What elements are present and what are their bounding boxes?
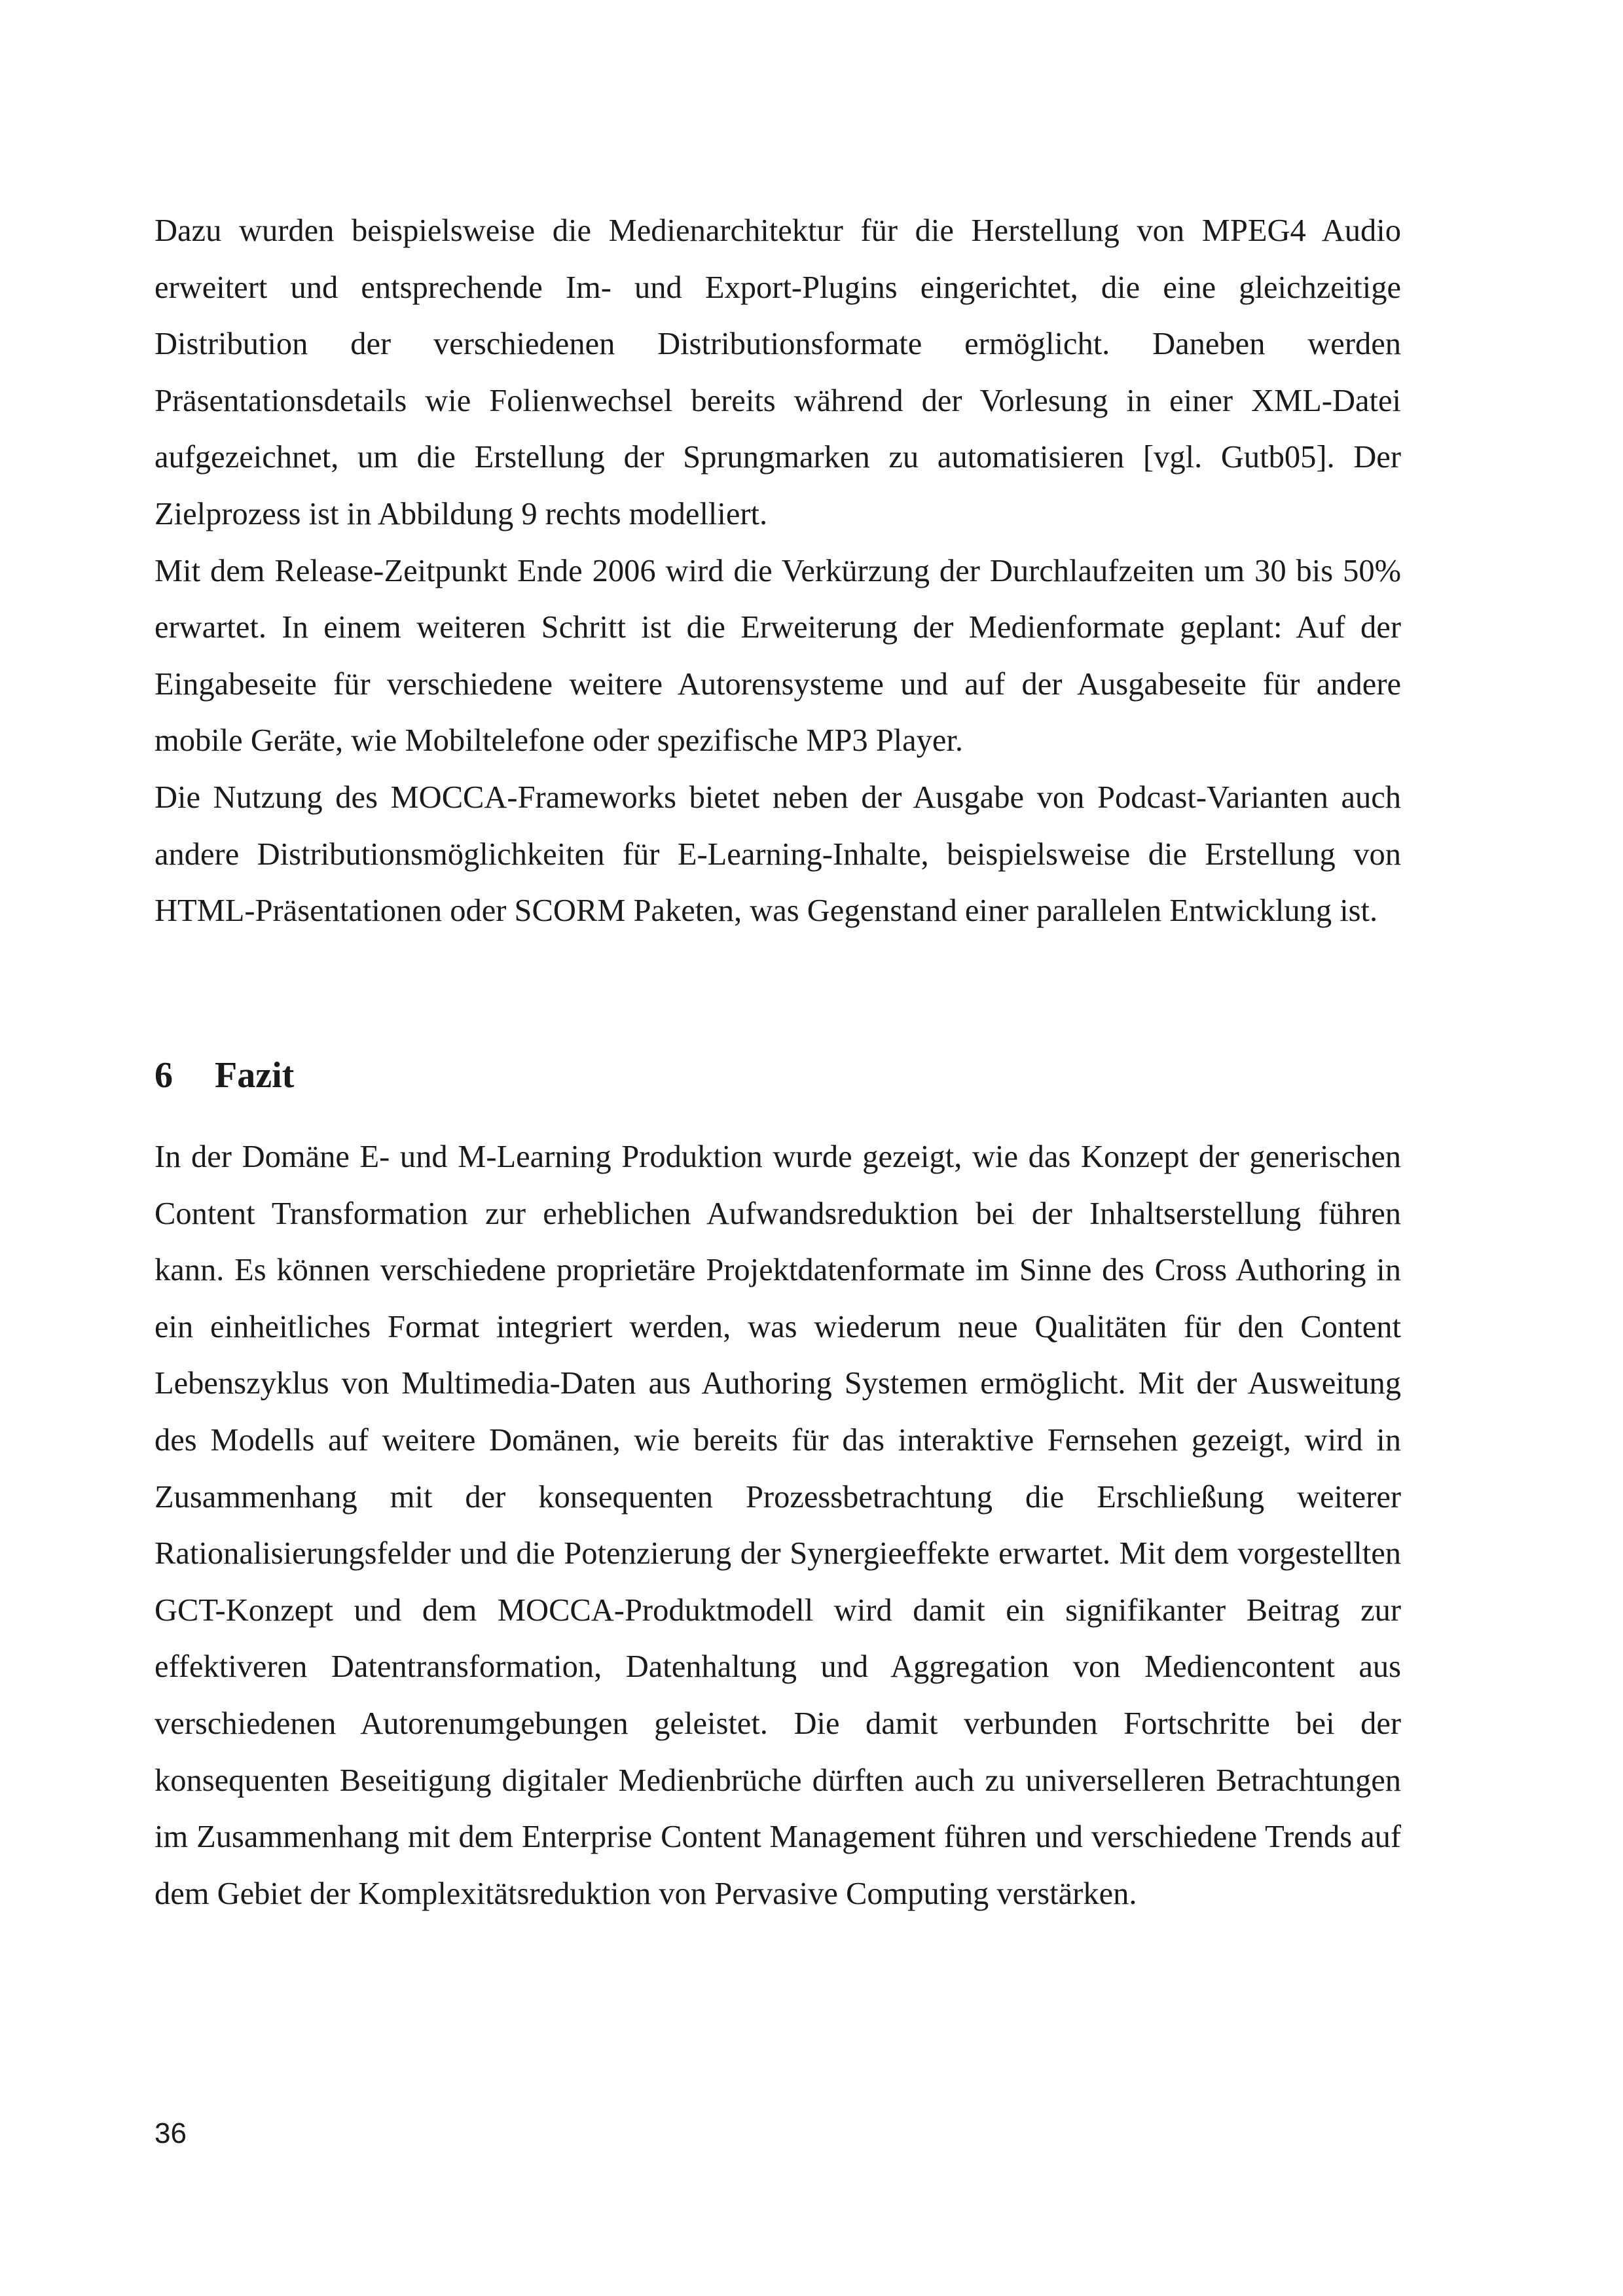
intro-paragraph-1: Dazu wurden beispielsweise die Medienarchitektur für die Herstellung von MPEG4 Audio erweitert und entsprechende Im- und Export-Plugins eingerichtet, die eine gleichzeitige Distribution der verschiedenen Distributionsformate ermöglicht. Daneben werden Präsentationsdetails wie Folienwechsel bereits während der Vorlesung in einer XML-Datei aufgezeichnet, um die Erstellung der Sprungmarken zu automatisieren [vgl. Gutb05]. Der Zielprozess ist in Abbildung 9 rechts modelliert. bbox=[155, 213, 1401, 531]
fazit-text-block bbox=[155, 1129, 1401, 1922]
section-title: Fazit bbox=[215, 1055, 295, 1096]
intro-paragraph-3: Die Nutzung des MOCCA-Frameworks bietet neben der Ausgabe von Podcast-Varianten auch andere Distributionsmöglichkeiten für E-Learning-Inhalte, beispielsweise die Erstellung von HTML-Präsentationen oder SCORM Paketen, was Gegenstand einer parallelen Entwicklung ist. bbox=[155, 780, 1401, 929]
fazit-paragraph-1: In der Domäne E- und M-Learning Produktion wurde gezeigt, wie das Konzept der generischen Content Transformation zur erheblichen Aufwandsreduktion bei der Inhaltserstellung führen kann. Es können verschiedene proprietäre Projektdatenformate im Sinne des Cross Authoring in ein einheitliches Format integriert werden, was wiederum neue Qualitäten für den Content Lebenszyklus von Multimedia-Daten aus Authoring Systemen ermöglicht. Mit der Ausweitung des Modells auf weitere Domänen, wie bereits für das interaktive Fernsehen gezeigt, wird in Zusammenhang mit der konsequenten Prozessbetrachtung die Erschließung weiterer Rationalisierungsfelder und die Potenzierung der Synergieeffekte erwartet. Mit dem vorgestellten GCT-Konzept und dem MOCCA-Produktmodell wird damit ein signifikanter Beitrag zur effektiveren Datentransformation, Datenhaltung und Aggregation von Mediencontent aus verschiedenen Autorenumgebungen geleistet. Die damit verbunden Fortschritte bei der konsequenten Beseitigung digitaler Medienbrüche dürften auch zu universelleren Betrachtungen im Zusammenhang mit dem Enterprise Content Management führen und verschiedene Trends auf dem Gebiet der Komplexitätsreduktion von Pervasive Computing verstärken. bbox=[155, 1139, 1401, 1911]
page-number: 36 bbox=[155, 2117, 187, 2149]
intro-text-block bbox=[155, 203, 1401, 940]
section-number: 6 bbox=[155, 1055, 173, 1096]
section-heading-fazit bbox=[155, 1052, 294, 1098]
intro-paragraph-2: Mit dem Release-Zeitpunkt Ende 2006 wird die Verkürzung der Durchlaufzeiten um 30 bis 50% erwartet. In einem weiteren Schritt ist die Erweiterung der Medienformate geplant: Auf der Eingabeseite für verschiedene weitere Autorensysteme und auf der Ausgabeseite für andere mobile Geräte, wie Mobiltelefone oder spezifische MP3 Player. bbox=[155, 553, 1401, 759]
